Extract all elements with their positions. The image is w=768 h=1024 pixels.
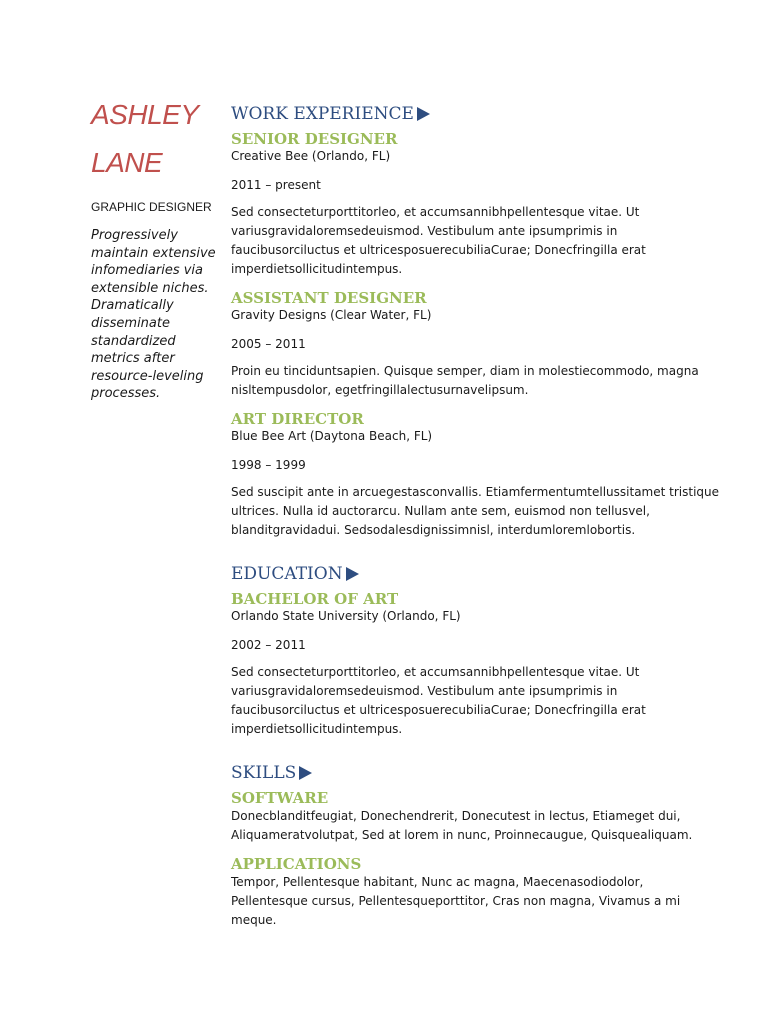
last-name: LANE [91, 147, 163, 178]
skill-group-text: Tempor, Pellentesque habitant, Nunc ac magna, Maecenasodiodolor, Pellentesque cursus, Pellentesqueporttitor, Cras non magna, Vivamus a mi meque. [231, 875, 681, 927]
job-entry [231, 130, 721, 279]
skill-group-title: APPLICATIONS [231, 855, 362, 873]
job-company: Creative Bee (Orlando, FL) [231, 149, 391, 163]
job-entry [231, 289, 721, 400]
job-title: ASSISTANT DESIGNER [231, 289, 427, 307]
work-experience-heading [231, 102, 721, 126]
job-description: Proin eu tinciduntsapien. Quisque semper, diam in molestiecommodo, magna nisltempusdolor, egetfringillalectusurnavelipsum. [231, 364, 699, 397]
triangle-right-icon [299, 766, 312, 780]
skill-group-title: SOFTWARE [231, 789, 329, 807]
education-description: Sed consecteturporttitorleo, et accumsannibhpellentesque vitae. Ut variusgravidaloremsedeuismod. Vestibulum ante ipsumprimis in faucibusorciluctus et ultricesposuerecubiliaCurae; Donecfringilla erat imperdietsollicitudintempus. [231, 665, 646, 736]
triangle-right-icon [417, 107, 430, 121]
skill-group-text: Donecblanditfeugiat, Donechendrerit, Donecutest in lectus, Etiameget dui, Aliquameratvolutpat, Sed at lorem in nunc, Proinnecaugue, Quisquealiquam. [231, 809, 693, 842]
skills-heading-text: SKILLS [231, 763, 297, 783]
job-company: Gravity Designs (Clear Water, FL) [231, 308, 432, 322]
first-name: ASHLEY [91, 99, 199, 130]
degree-title: BACHELOR OF ART [231, 590, 399, 608]
education-entry [231, 590, 721, 739]
profile-summary: Progressively maintain extensive infomediaries via extensible niches. Dramatically disseminate standardized metrics after resource-leveling processes. [91, 228, 216, 402]
job-description: Sed suscipit ante in arcuegestasconvallis. Etiamfermentumtellussitamet tristique ultrices. Nulla id auctorarcu. Nullam ante sem, euismod non tellusvel, blanditgravidadui. Sedsodalesdignissimnisl, interdumloremlobortis. [231, 485, 720, 537]
education-heading [231, 562, 721, 586]
job-company: Blue Bee Art (Daytona Beach, FL) [231, 429, 433, 443]
skill-group [231, 855, 721, 930]
job-title: SENIOR DESIGNER [231, 130, 398, 148]
job-entry [231, 410, 721, 540]
profile-column [91, 98, 221, 403]
job-description: Sed consecteturporttitorleo, et accumsannibhpellentesque vitae. Ut variusgravidaloremsedeuismod. Vestibulum ante ipsumprimis in faucibusorciluctus et ultricesposuerecubiliaCurae; Donecfringilla erat imperdietsollicitudintempus. [231, 205, 646, 276]
job-dates: 1998 – 1999 [231, 458, 306, 472]
work-experience-heading-text: WORK EXPERIENCE [231, 104, 414, 124]
education-heading-text: EDUCATION [231, 564, 343, 584]
school-name: Orlando State University (Orlando, FL) [231, 609, 461, 623]
job-role: GRAPHIC DESIGNER [91, 200, 212, 214]
skills-heading [231, 761, 721, 785]
job-title: ART DIRECTOR [231, 410, 364, 428]
skill-group [231, 789, 721, 845]
education-dates: 2002 – 2011 [231, 638, 306, 652]
content-column [231, 102, 721, 930]
job-dates: 2005 – 2011 [231, 337, 306, 351]
job-dates: 2011 – present [231, 178, 321, 192]
triangle-right-icon [346, 567, 359, 581]
